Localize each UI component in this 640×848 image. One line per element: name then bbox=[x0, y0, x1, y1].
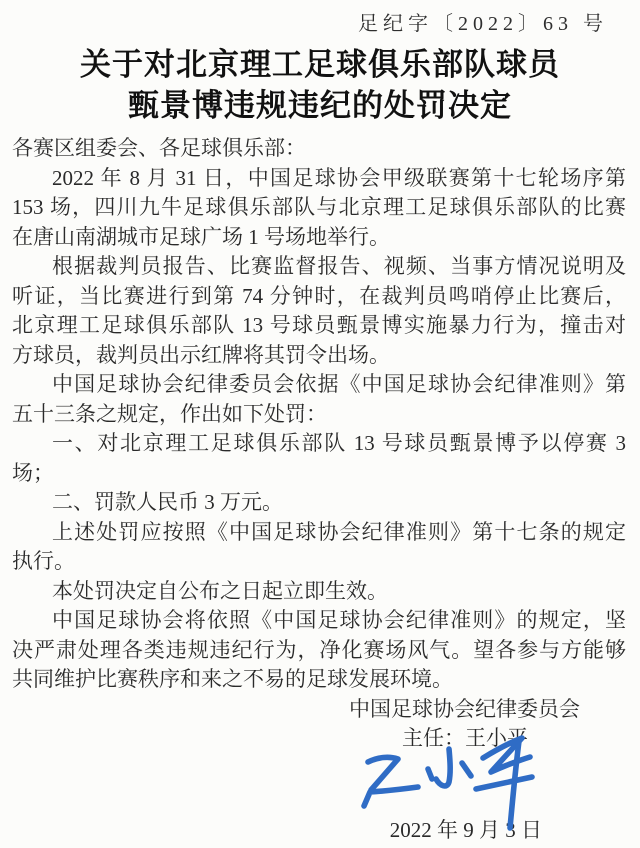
body-line: 根据裁判员报告、比赛监督报告、视频、当事方情况说明及 bbox=[52, 254, 626, 278]
document-body bbox=[0, 134, 640, 695]
body-line: 方球员，裁判员出示红牌将其罚令出场。 bbox=[12, 342, 390, 367]
body-line: 决严肃处理各类违规违纪行为，净化赛场风气。望各参与方能够 bbox=[12, 637, 626, 662]
closing-date: 2022 年 9 月 3 日 bbox=[389, 817, 542, 842]
body-line: 五十三条之规定，作出如下处罚： bbox=[12, 401, 327, 426]
body-line: 北京理工足球俱乐部队 13 号球员甄景博实施暴力行为，撞击对 bbox=[12, 313, 626, 337]
doc-number: 足纪字〔2022〕63 号 bbox=[358, 13, 608, 35]
body-line: 二、罚款人民币 3 万元。 bbox=[52, 490, 283, 514]
closing-director: 主任：王小平 bbox=[402, 726, 528, 750]
closing-committee: 中国足球协会纪律委员会 bbox=[349, 696, 580, 721]
document-title-line2: 甄景博违规违纪的处罚决定 bbox=[128, 88, 512, 123]
document-title bbox=[0, 44, 640, 126]
body-line: 中国足球协会将依照《中国足球协会纪律准则》的规定，坚 bbox=[52, 608, 626, 632]
body-line: 共同维护比赛秩序和来之不易的足球发展环境。 bbox=[12, 667, 453, 691]
body-line: 各赛区组委会、各足球俱乐部： bbox=[12, 136, 306, 160]
body-line: 中国足球协会纪律委员会依据《中国足球协会纪律准则》第 bbox=[52, 372, 626, 396]
body-line: 上述处罚应按照《中国足球协会纪律准则》第十七条的规定 bbox=[52, 519, 626, 544]
body-line: 场； bbox=[12, 460, 54, 485]
document-title-line1: 关于对北京理工足球俱乐部队球员 bbox=[80, 47, 560, 82]
closing-block bbox=[0, 695, 640, 846]
body-line: 在唐山南湖城市足球广场 1 号场地举行。 bbox=[12, 224, 390, 249]
body-line: 听证，当比赛进行到第 74 分钟时，在裁判员鸣哨停止比赛后， bbox=[12, 283, 626, 308]
body-line: 2022 年 8 月 31 日，中国足球协会甲级联赛第十七轮场序第 bbox=[52, 165, 626, 190]
body-line: 本处罚决定自公布之日起立即生效。 bbox=[52, 578, 388, 603]
body-line: 153 场，四川九牛足球俱乐部队与北京理工足球俱乐部队的比赛 bbox=[12, 195, 626, 219]
body-line: 执行。 bbox=[12, 549, 75, 573]
body-line: 一、对北京理工足球俱乐部队 13 号球员甄景博予以停赛 3 bbox=[52, 431, 626, 455]
